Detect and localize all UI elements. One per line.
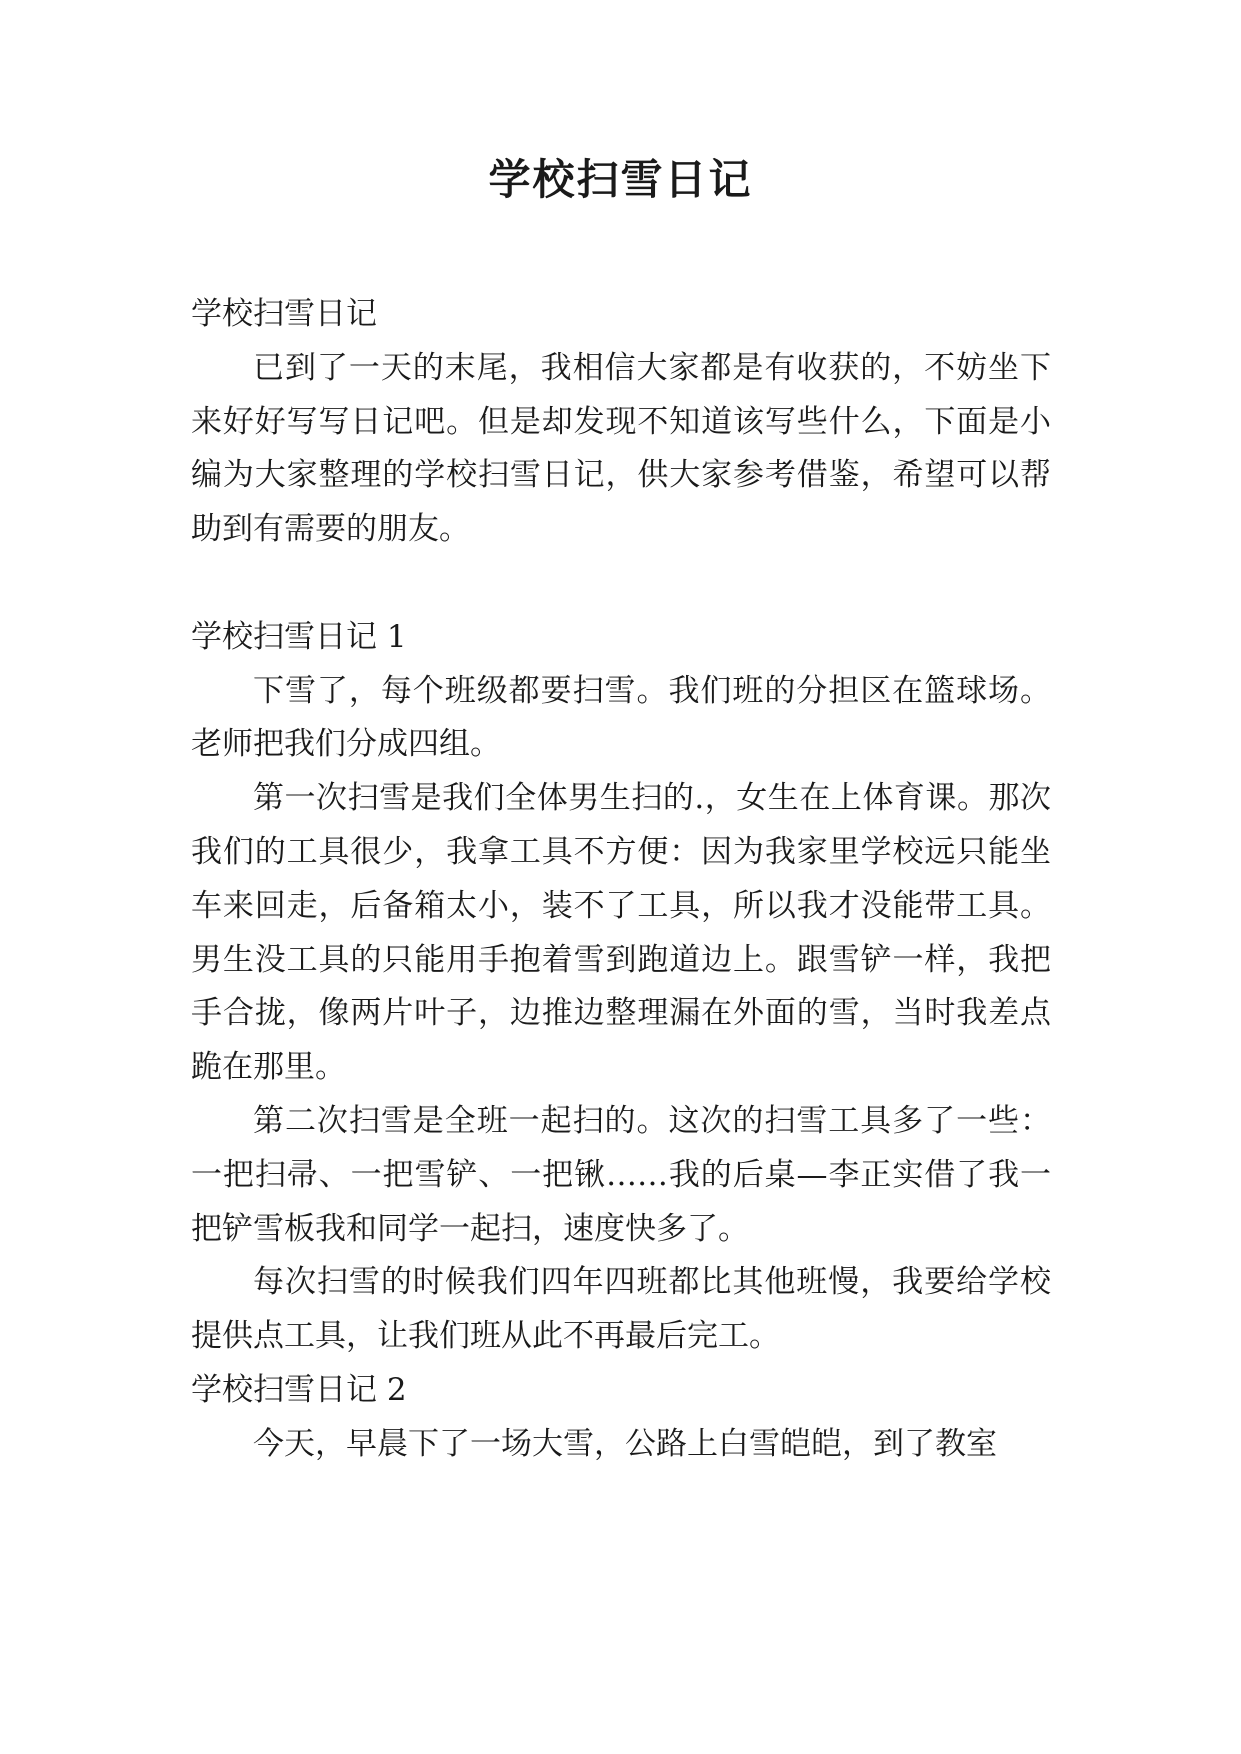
intro-paragraph: 已到了一天的末尾，我相信大家都是有收获的，不妨坐下来好好写写日记吧。但是却发现不知道该写些什么，下面是小编为大家整理的学校扫雪日记，供大家参考借鉴，希望可以帮助到有需要的朋友。 [191, 349, 1051, 548]
section-2-heading: 学校扫雪日记 2 [191, 1371, 407, 1408]
section-1-paragraph: 第一次扫雪是我们全体男生扫的.，女生在上体育课。那次我们的工具很少，我拿工具不方便：因为我家里学校远只能坐车来回走，后备箱太小，装不了工具，所以我才没能带工具。男生没工具的只能用手抱着雪到跑道边上。跟雪铲一样，我把手合拢，像两片叶子，边推边整理漏在外面的雪，当时我差点跪在那里。 [191, 780, 1051, 1086]
section-1-paragraph: 第二次扫雪是全班一起扫的。这次的扫雪工具多了一些：一把扫帚、一把雪铲、一把锹……我的后桌—李正实借了我一把铲雪板我和同学一起扫，速度快多了。 [191, 1102, 1051, 1247]
section-1-paragraph: 下雪了，每个班级都要扫雪。我们班的分担区在篮球场。老师把我们分成四组。 [191, 672, 1051, 763]
section-2-paragraph: 今天，早晨下了一场大雪，公路上白雪皑皑，到了教室 [253, 1425, 997, 1462]
section-1-paragraph: 每次扫雪的时候我们四年四班都比其他班慢，我要给学校提供点工具，让我们班从此不再最后完工。 [191, 1264, 1051, 1355]
section-spacer [191, 557, 1051, 611]
document-body [191, 288, 1051, 1472]
document-title: 学校扫雪日记 [488, 155, 753, 204]
section-1-heading: 学校扫雪日记 1 [191, 618, 407, 655]
intro-heading: 学校扫雪日记 [191, 296, 377, 332]
